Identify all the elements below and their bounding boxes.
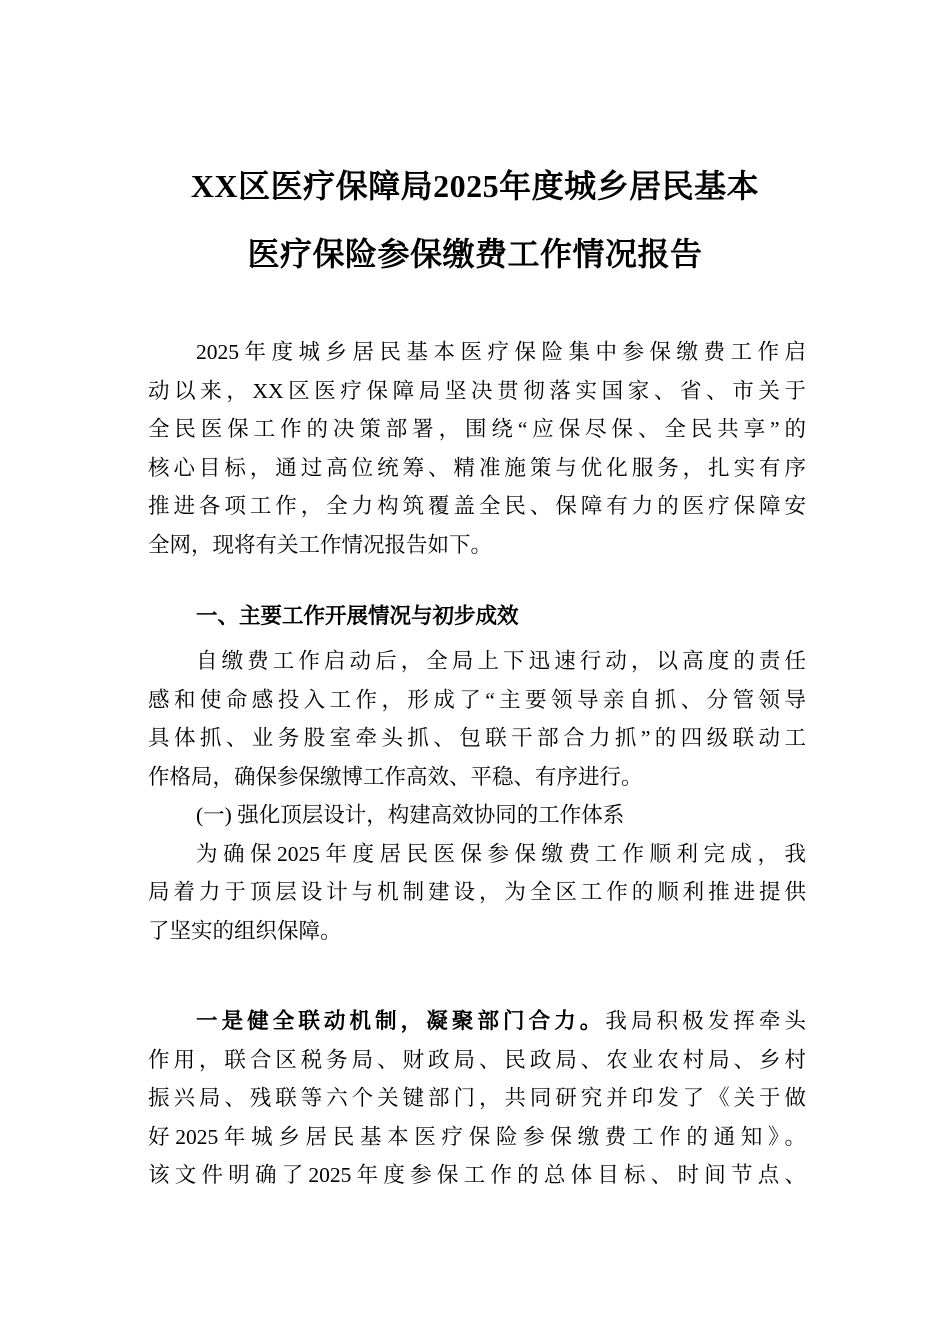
- text-line: 2025年度城乡居民基本医疗保险集中参保缴费工作启: [196, 340, 806, 364]
- section-heading: 一、主要工作开展情况与初步成效: [196, 604, 519, 629]
- text-line: 自缴费工作启动后，全局上下迅速行动，以高度的责任: [196, 649, 806, 673]
- text-line: 振兴局、残联等六个关键部门，共同研究并印发了《关于做: [148, 1086, 806, 1110]
- text-line: 具体抓、业务股室牵头抓、包联干部合力抓”的四级联动工: [148, 726, 806, 750]
- text-line: 感和使命感投入工作，形成了“主要领导亲自抓、分管领导: [148, 688, 806, 712]
- text-line: 为确保2025年度居民医保参保缴费工作顺利完成，我: [196, 842, 806, 866]
- document-title-line-1: XX区医疗保障局2025年度城乡居民基本: [190, 168, 760, 204]
- text-line: 该文件明确了2025年度参保工作的总体目标、时间节点、: [148, 1163, 806, 1187]
- text-line: 作格局，确保参保缴博工作高效、平稳、有序进行。: [148, 765, 643, 789]
- point-lead-bold: 一是健全联动机制，凝聚部门合力。: [196, 1009, 606, 1033]
- point-lead-rest: 我局积极发挥牵头: [605, 1009, 806, 1033]
- text-line: 核心目标，通过高位统筹、精准施策与优化服务，扎实有序: [148, 456, 806, 480]
- text-line: 全网，现将有关工作情况报告如下。: [148, 533, 493, 557]
- text-line: 作用，联合区税务局、财政局、民政局、农业农村局、乡村: [148, 1048, 806, 1072]
- text-line: 好2025年城乡居民基本医疗保险参保缴费工作的通知》。: [148, 1125, 806, 1149]
- text-line: 动以来，XX区医疗保障局坚决贯彻落实国家、省、市关于: [148, 379, 806, 403]
- text-line: 了坚实的组织保障。: [148, 919, 342, 943]
- text-line: 局着力于顶层设计与机制建设，为全区工作的顺利推进提供: [148, 880, 806, 904]
- text-line: 全民医保工作的决策部署，围绕“应保尽保、全民共享”的: [148, 417, 806, 441]
- document-title-line-2: 医疗保险参保缴费工作情况报告: [247, 236, 703, 272]
- text-line: 推进各项工作，全力构筑覆盖全民、保障有力的医疗保障安: [148, 494, 806, 518]
- subsection-heading: (一) 强化顶层设计，构建高效协同的工作体系: [196, 803, 625, 827]
- text-line: [196, 1002, 806, 1040]
